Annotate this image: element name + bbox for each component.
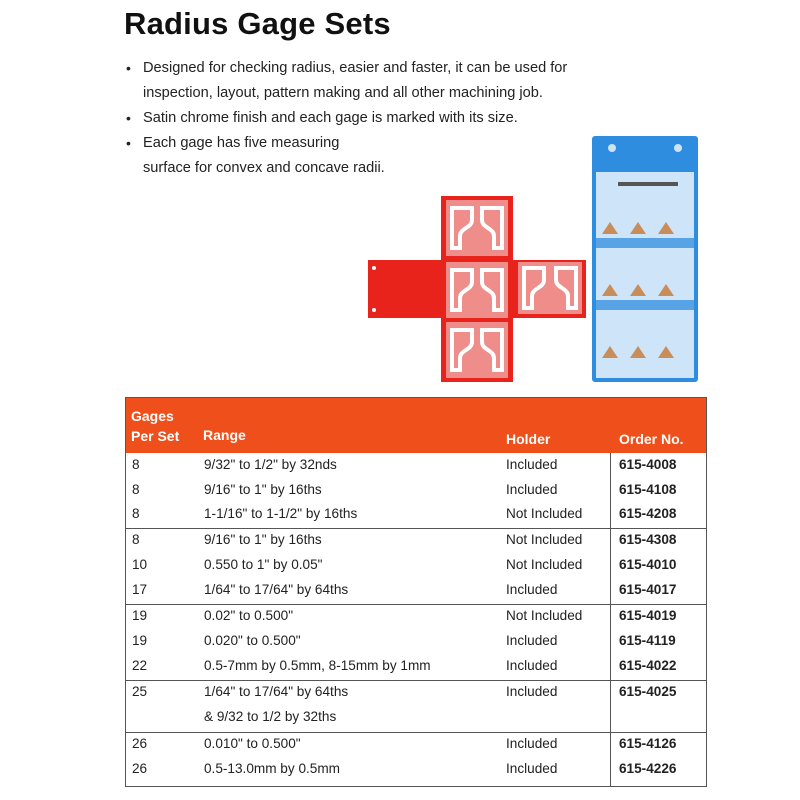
cell-range: 1-1/16" to 1-1/2" by 16ths (204, 506, 358, 521)
cell-order: 615-4308 (619, 532, 677, 547)
cell-gages: 8 (132, 532, 140, 547)
feature-text: Designed for checking radius, easier and faster, it can be used for (143, 60, 568, 76)
cell-range: 1/64" to 17/64" by 64ths (204, 582, 349, 597)
cell-gages: 26 (132, 736, 148, 751)
bullet-icon: • (126, 110, 131, 126)
cell-order: 615-4008 (619, 457, 677, 472)
cell-gages: 8 (132, 482, 140, 497)
header-holder: Holder (506, 431, 551, 447)
cell-range: 0.020" to 0.500" (204, 633, 301, 648)
table-row (126, 454, 706, 479)
cell-order: 615-4226 (619, 761, 677, 776)
table-row (126, 605, 706, 630)
table-row (126, 630, 706, 655)
order-table (125, 397, 707, 787)
cell-holder: Not Included (506, 608, 583, 623)
cell-range-continued: & 9/32 to 1/2 by 32ths (204, 709, 337, 724)
table-row (126, 554, 706, 579)
cross-holder-image (368, 196, 586, 382)
cell-range: 0.550 to 1" by 0.05" (204, 557, 323, 572)
page-title: Radius Gage Sets (124, 6, 391, 41)
cell-range: 0.010" to 0.500" (204, 736, 301, 751)
cell-holder: Included (506, 582, 558, 597)
cell-range: 9/16" to 1" by 16ths (204, 532, 322, 547)
cell-order: 615-4108 (619, 482, 677, 497)
pouch-holder-image (590, 136, 700, 382)
table-row (126, 579, 706, 604)
cell-gages: 26 (132, 761, 148, 776)
table-row (126, 681, 706, 731)
cell-holder: Included (506, 761, 558, 776)
cell-holder: Included (506, 736, 558, 751)
cell-range: 0.5-7mm by 0.5mm, 8-15mm by 1mm (204, 658, 431, 673)
cell-range: 9/16" to 1" by 16ths (204, 482, 322, 497)
cell-holder: Not Included (506, 506, 583, 521)
cell-gages: 25 (132, 684, 148, 699)
cell-order: 615-4119 (619, 633, 676, 648)
cell-gages: 10 (132, 557, 148, 572)
table-row (126, 655, 706, 680)
table-row (126, 733, 706, 758)
header-range: Range (203, 427, 246, 443)
cell-holder: Not Included (506, 557, 583, 572)
cell-range: 0.02" to 0.500" (204, 608, 294, 623)
cell-gages: 22 (132, 658, 148, 673)
feature-text: surface for convex and concave radii. (143, 160, 385, 176)
cell-holder: Included (506, 658, 558, 673)
cell-order: 615-4022 (619, 658, 677, 673)
table-row (126, 479, 706, 504)
cell-order: 615-4019 (619, 608, 677, 623)
header-gages-line2: Per Set (131, 428, 180, 444)
feature-text: inspection, layout, pattern making and all other machining job. (143, 85, 543, 101)
bullet-icon: • (126, 135, 131, 151)
cell-holder: Included (506, 457, 558, 472)
cell-gages: 17 (132, 582, 148, 597)
cell-gages: 8 (132, 457, 140, 472)
cell-holder: Included (506, 684, 558, 699)
table-row (126, 503, 706, 528)
cell-holder: Included (506, 482, 558, 497)
table-row (126, 529, 706, 554)
table-row (126, 758, 706, 783)
feature-item (124, 106, 684, 131)
bullet-icon: • (126, 60, 131, 76)
cell-holder: Included (506, 633, 558, 648)
header-gages-line1: Gages (131, 408, 174, 424)
feature-text: Each gage has five measuring (143, 135, 340, 151)
cell-order: 615-4010 (619, 557, 677, 572)
cell-order: 615-4208 (619, 506, 677, 521)
table-header (126, 398, 706, 453)
cell-range: 1/64" to 17/64" by 64ths (204, 684, 349, 699)
cell-order: 615-4017 (619, 582, 677, 597)
header-order: Order No. (619, 431, 684, 447)
cell-gages: 19 (132, 608, 148, 623)
cell-gages: 8 (132, 506, 140, 521)
feature-text: Satin chrome finish and each gage is marked with its size. (143, 110, 518, 126)
cell-holder: Not Included (506, 532, 583, 547)
cell-order: 615-4126 (619, 736, 677, 751)
cell-range: 0.5-13.0mm by 0.5mm (204, 761, 340, 776)
cell-range: 9/32" to 1/2" by 32nds (204, 457, 337, 472)
header-gages (131, 406, 179, 446)
feature-item (124, 56, 684, 106)
cell-gages: 19 (132, 633, 148, 648)
cell-order: 615-4025 (619, 684, 677, 699)
